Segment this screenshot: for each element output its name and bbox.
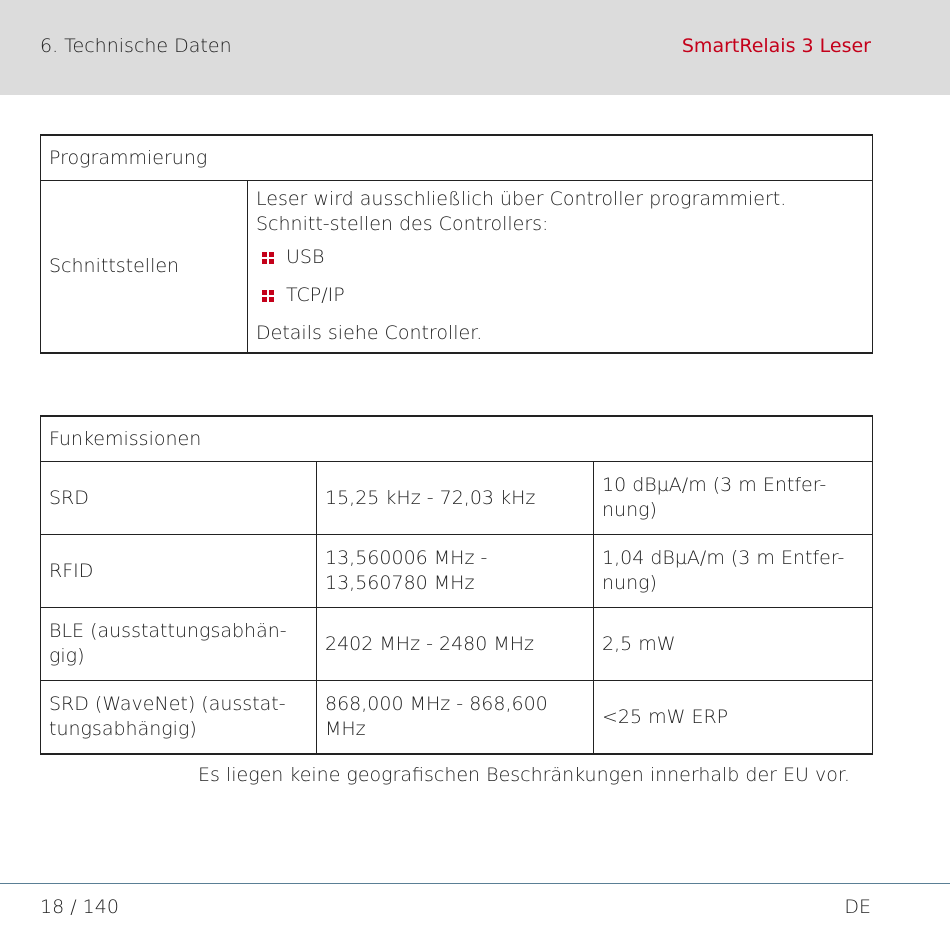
funkemissionen-table [40,415,873,755]
table-row [41,681,873,755]
list-item [256,245,864,270]
page-header [0,0,950,95]
table-row [41,608,873,681]
bullet-icon [262,290,274,302]
bullet-text: TCP/IP [286,284,345,306]
table-cell: 2402 MHz - 2480 MHz [317,608,594,681]
table-cell: SRD (WaveNet) (ausstat-tungsabhängig) [41,681,317,755]
table-cell: 1,04 dBµA/m (3 m Entfer-nung) [594,535,873,608]
funkemissionen-header: Funkemissionen [41,416,873,462]
table-row [41,462,873,535]
table-cell: 2,5 mW [594,608,873,681]
bullet-text: USB [286,246,325,268]
list-item [256,283,864,308]
programmierung-header: Programmierung [41,135,873,181]
table-cell: SRD [41,462,317,535]
table-cell: 15,25 kHz - 72,03 kHz [317,462,594,535]
section-title: 6. Technische Daten [40,35,232,57]
footer-divider [0,883,950,884]
product-title: SmartRelais 3 Leser [681,35,871,57]
details-text: Details siehe Controller. [256,322,483,344]
table-cell: RFID [41,535,317,608]
bullet-icon [262,252,274,264]
table-row [41,535,873,608]
table-cell: 10 dBµA/m (3 m Entfer-nung) [594,462,873,535]
table-cell: BLE (ausstattungsabhän-gig) [41,608,317,681]
schnittstellen-label: Schnittstellen [41,181,248,354]
page-number: 18 / 140 [40,896,119,918]
footnote-text: Es liegen keine geografischen Beschränkungen innerhalb der EU vor. [198,764,850,786]
table-cell: <25 mW ERP [594,681,873,755]
table-cell: 868,000 MHz - 868,600 MHz [317,681,594,755]
programmierung-table [40,134,873,354]
schnittstellen-text: Leser wird ausschließlich über Controller programmiert. Schnitt-stellen des Controllers: [256,188,787,235]
language-code: DE [844,896,871,918]
schnittstellen-content [248,181,873,354]
table-cell: 13,560006 MHz - 13,560780 MHz [317,535,594,608]
